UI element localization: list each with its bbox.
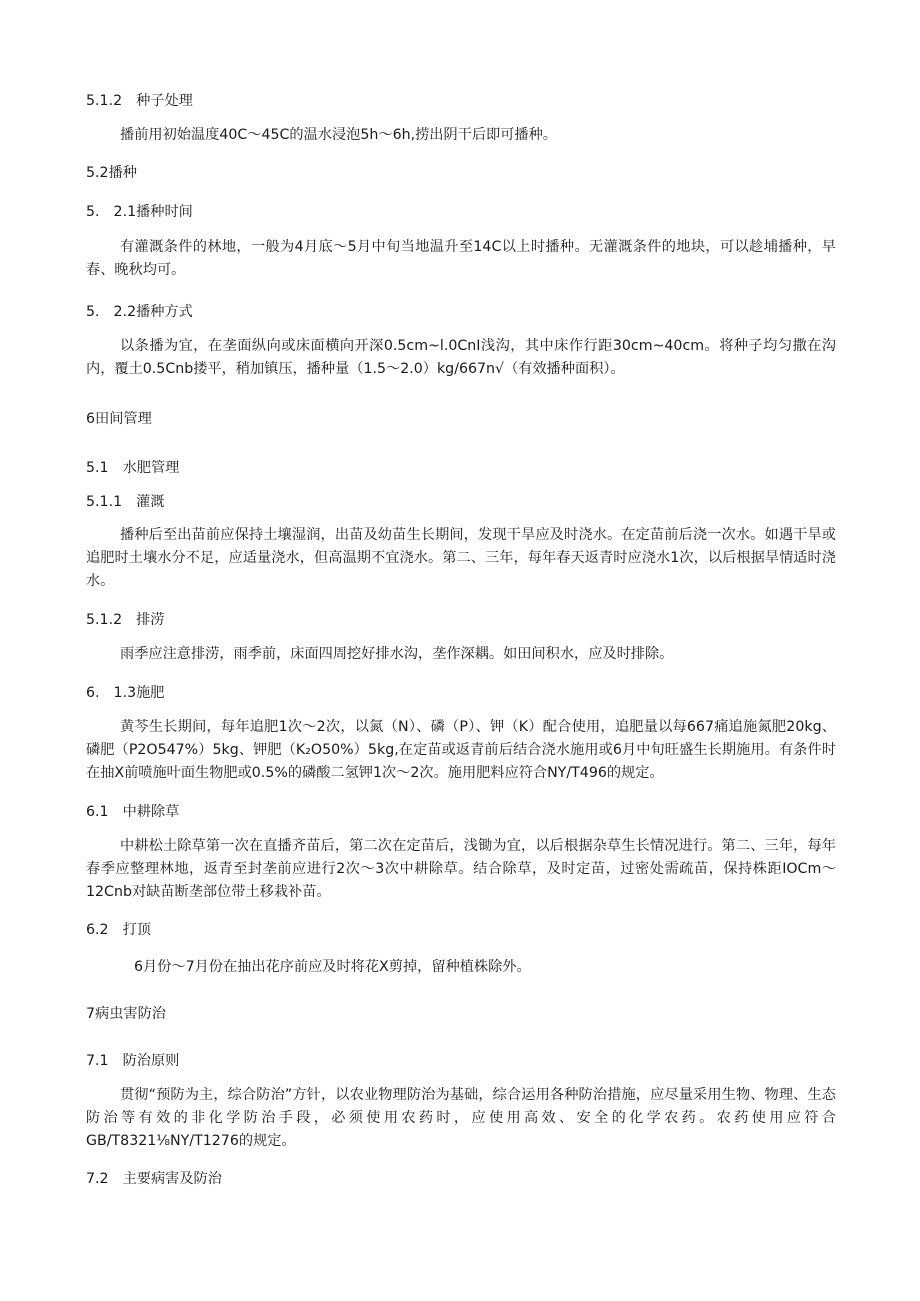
paragraph-topping: 6月份～7月份在抽出花序前应及时将花X剪掉，留种植株除外。 — [134, 959, 531, 975]
section-title: 种子处理 — [136, 93, 193, 109]
section-title: 2.1播种时间 — [113, 204, 193, 220]
section-number: 5.1.2 — [86, 612, 123, 628]
heading-5-2-1-sowing-time — [86, 201, 193, 221]
section-title: 灌溉 — [136, 494, 165, 510]
section-title: 排涝 — [136, 612, 165, 628]
section-number: 7.1 — [86, 1053, 109, 1069]
section-number: 5.1.2 — [86, 93, 123, 109]
heading-6-field-management: 6田间管理 — [86, 411, 152, 427]
paragraph-sowing-time: 有灌溉条件的林地，一般为4月底～5月中旬当地温升至14C以上时播种。无灌溉条件的地块，可以趁埔播种，早春、晚秋均可。 — [86, 239, 836, 278]
paragraph-sowing-method: 以条播为宜，在垄面纵向或床面横向开深0.5cm~l.0CnI浅沟，其中床作行距30cm~40cm。将种子均匀撒在沟内，覆土0.5Cnb搂平，稍加镇压，播种量（1.5～2.0）kg/667n√（有效播种面积）。 — [86, 338, 836, 377]
section-number: 6.1 — [86, 804, 109, 820]
paragraph-irrigation: 播种后至出苗前应保持土壤湿润，出苗及幼苗生长期间，发现干旱应及时浇水。在定苗前后浇一次水。如遇干旱或追肥时土壤水分不足，应适量浇水，但高温期不宜浇水。第二、三年，每年春天返青时应浇水1次，以后根据旱情适时浇水。 — [86, 527, 836, 589]
heading-5-1-1-irrigation — [86, 491, 165, 511]
heading-5-1-2-seed-treatment — [86, 90, 193, 110]
section-title: 水肥管理 — [122, 460, 180, 476]
paragraph-principles: 贯彻“预防为主，综合防治”方针，以农业物理防治为基础，综合运用各种防治措施，应尽量采用生物、物理、生态防治等有效的非化学防治手段，必须使用农药时，应使用高效、安全的化学农药。农药使用应符合GB/T8321⅛NY/T1276的规定。 — [86, 1087, 836, 1149]
paragraph-fertilization: 黄芩生长期间，每年追肥1次～2次，以氮（N）、磷（P）、钾（K）配合使用，追肥量以每667痛追施氮肥20kg、磷肥（P2O547%）5kg、钾肥（K₂O50%）5kg,在定苗或返青前后结合浇水施用或6月中旬旺盛生长期施用。有条件时在抽X前喷施叶面生物肥或0.5%的磷酸二氢钾1次～2次。施用肥料应符合NY/T496的规定。 — [86, 719, 836, 781]
heading-7-1-principles — [86, 1050, 179, 1070]
section-number: 6. — [86, 685, 100, 701]
section-title: 主要病害及防治 — [122, 1171, 222, 1187]
heading-6-1-3-fertilization — [86, 682, 165, 702]
section-number: 6.2 — [86, 922, 109, 938]
paragraph-drainage: 雨季应注意排涝，雨季前，床面四周挖好排水沟，垄作深耦。如田间积水，应及时排除。 — [120, 646, 674, 662]
section-title: 打顶 — [122, 922, 151, 938]
heading-5-2-sowing: 5.2播种 — [86, 165, 137, 181]
heading-5-1-2-drainage — [86, 609, 165, 629]
section-title: 中耕除草 — [122, 804, 180, 820]
section-title: 2.2播种方式 — [113, 304, 193, 320]
heading-6-2-topping — [86, 919, 151, 939]
heading-7-2-main-diseases — [86, 1168, 222, 1188]
section-number: 5.1 — [86, 460, 109, 476]
paragraph-weeding: 中耕松土除草第一次在直播齐苗后，第二次在定苗后，浅锄为宜，以后根据杂草生长情况进行。第二、三年，每年春季应整理林地，返青至封垄前应进行2次～3次中耕除草。结合除草，及时定苗，过密处需疏苗，保持株距IOCm～12Cnb对缺苗断垄部位带土移栽补苗。 — [86, 838, 836, 900]
section-title: 防治原则 — [122, 1053, 180, 1069]
heading-5-2-2-sowing-method — [86, 301, 193, 321]
section-number: 5.1.1 — [86, 494, 123, 510]
paragraph-seed-treatment: 播前用初始温度40C～45C的温水浸泡5h～6h,捞出阴干后即可播种。 — [120, 127, 557, 143]
section-number: 7.2 — [86, 1171, 109, 1187]
section-number: 5. — [86, 304, 100, 320]
section-title: 1.3施肥 — [113, 685, 165, 701]
heading-6-1-weeding — [86, 801, 179, 821]
section-number: 5. — [86, 204, 100, 220]
heading-5-1-water-fertilizer — [86, 457, 179, 477]
heading-7-pest-control: 7病虫害防治 — [86, 1006, 166, 1022]
